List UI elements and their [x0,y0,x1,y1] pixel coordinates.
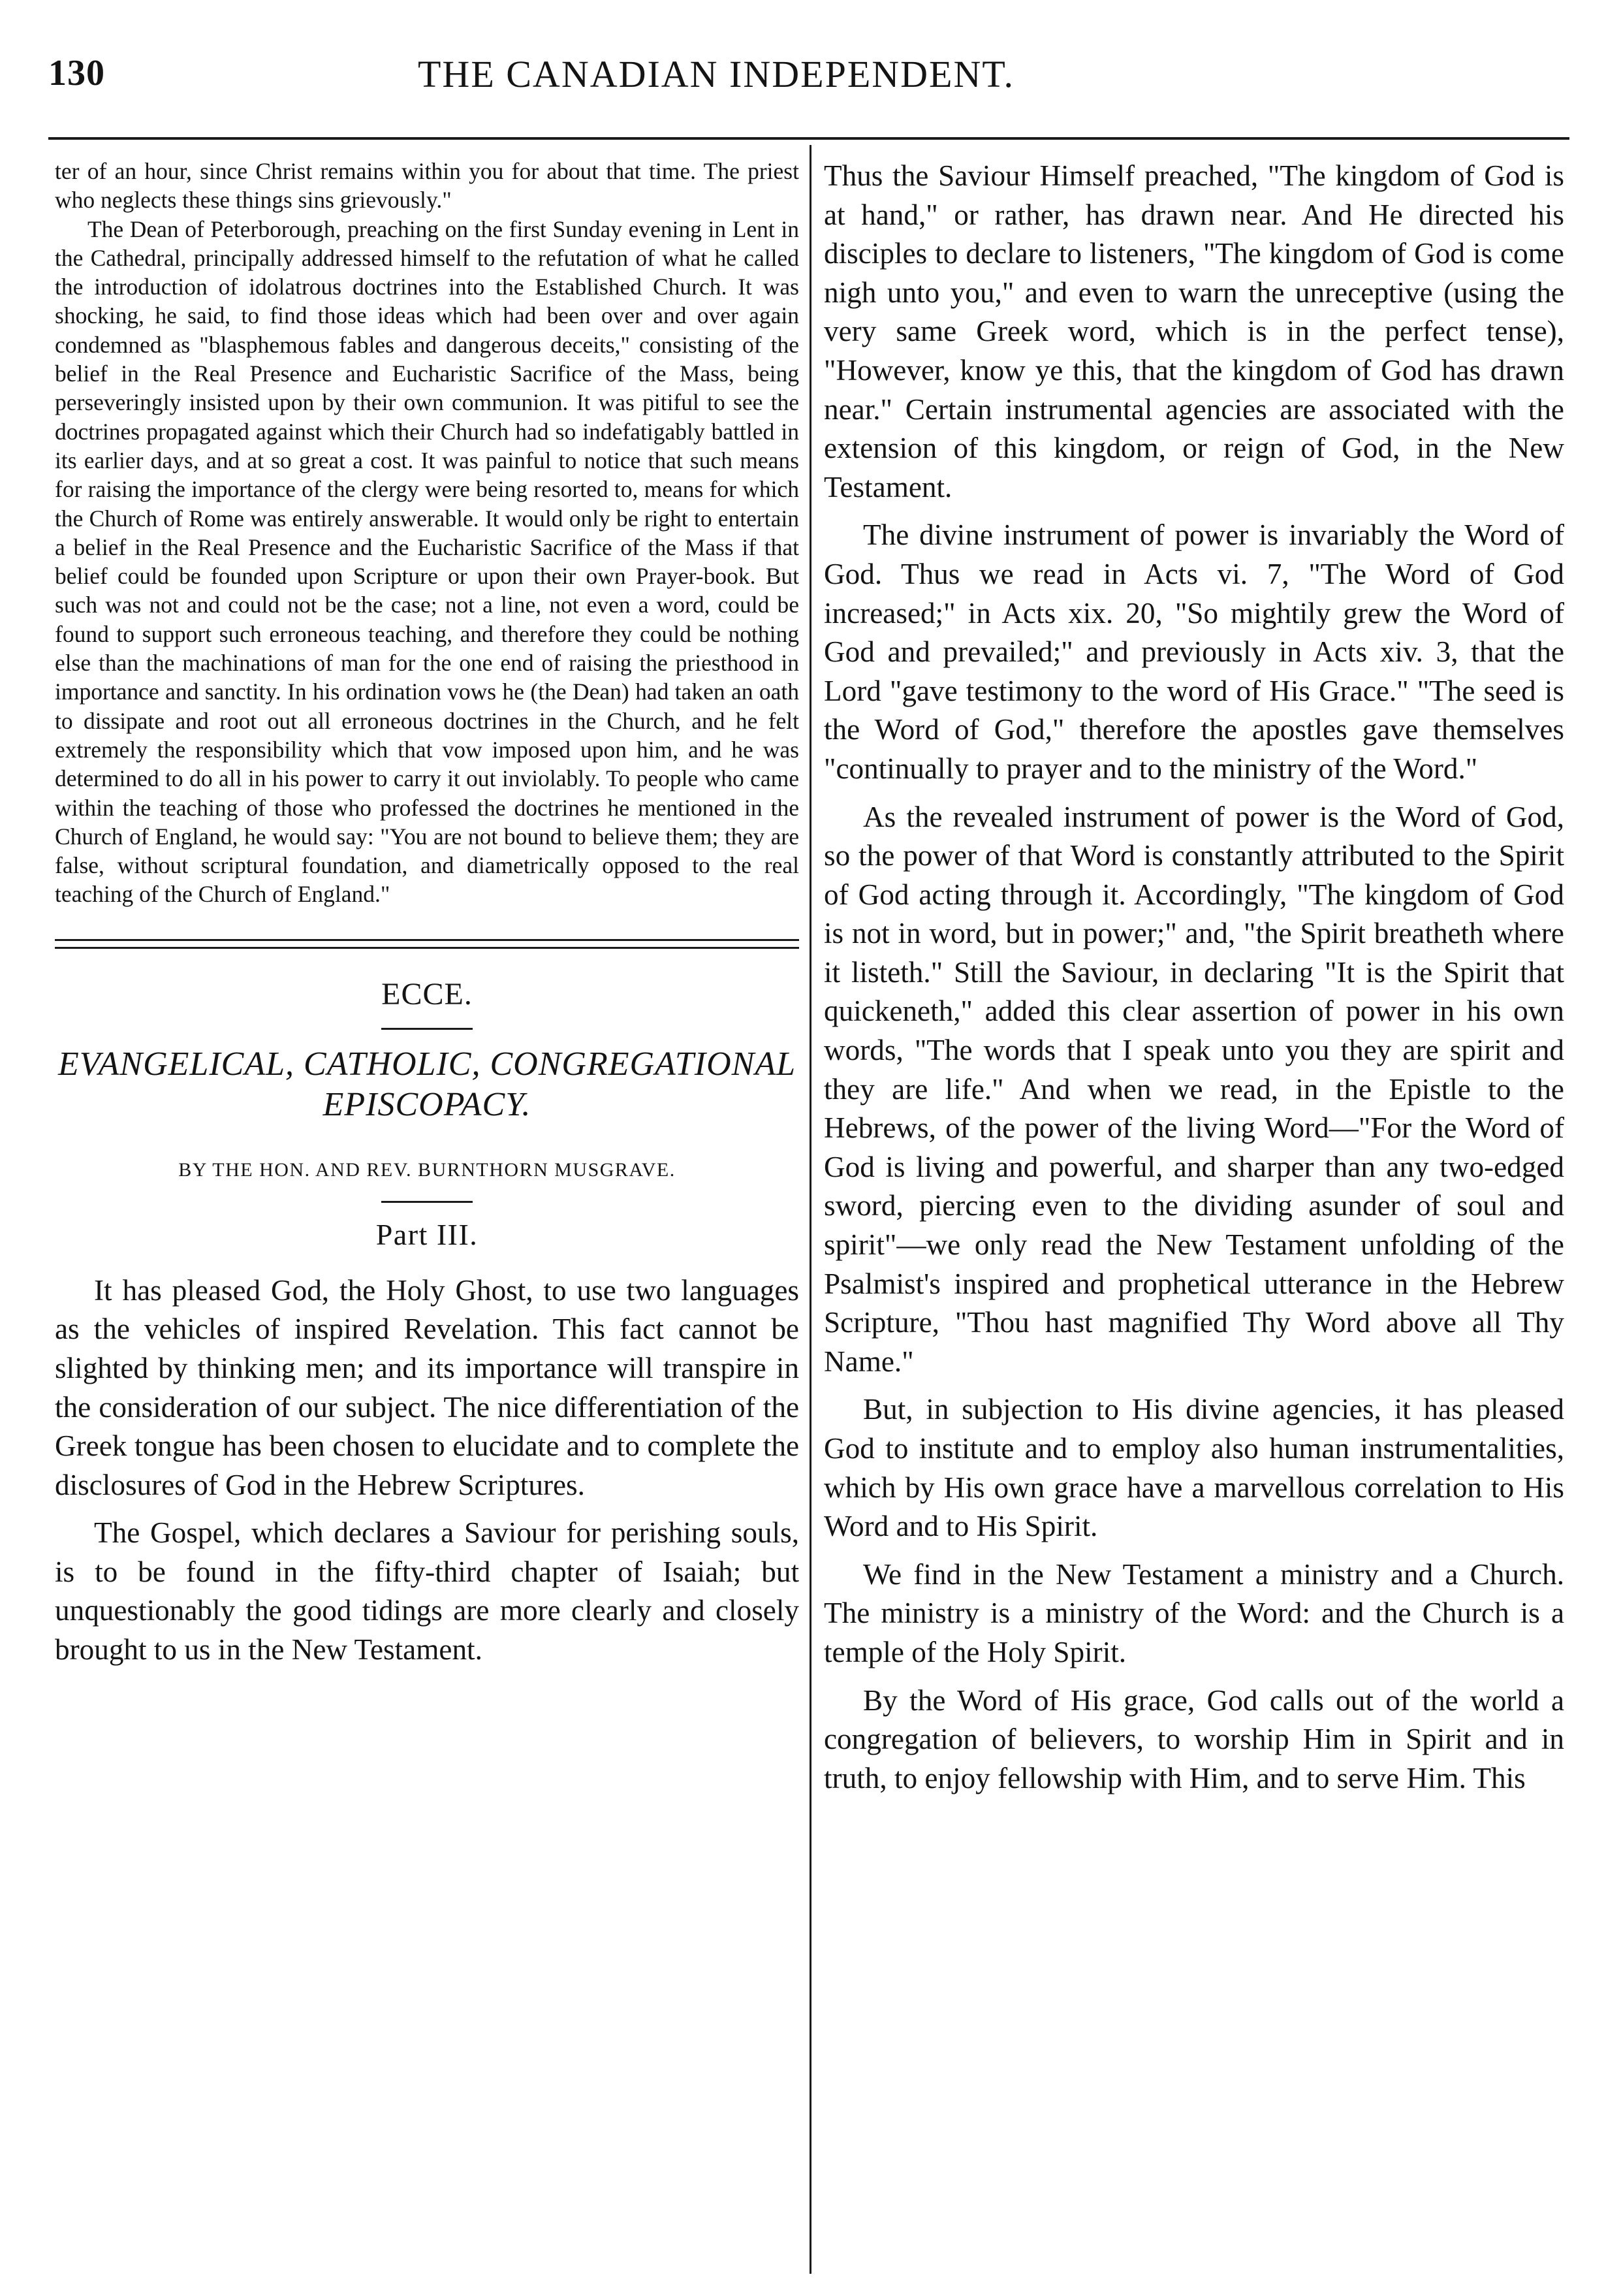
paragraph: We find in the New Testament a ministry and a Church. The ministry is a ministry of the Word: and the Church is a temple of the Holy Spirit. [824,1557,1564,1668]
article-title: EVANGELICAL, CATHOLIC, CONGREGATIONAL EPISCOPACY. [57,1045,796,1123]
paragraph: Thus the Saviour Himself preached, "The kingdom of God is at hand," or rather, has drawn near. And He directed his disciples to declare to listeners, "The kingdom of God is come nigh unto you," and even to warn the unreceptive (using the very same Greek word, which is in the perfect tense), "However, know ye this, that the kingdom of God has drawn near." Certain instrumental agencies are associated with the extension of this kingdom, or reign of God, in the New Testament. [824,159,1564,503]
header-rule [48,137,1569,140]
byline: BY THE HON. AND REV. BURNTHORN MUSGRAVE. [178,1158,676,1181]
continued-article [55,157,799,909]
paragraph: By the Word of His grace, God calls out of the world a congregation of believers, to worship Him in Spirit and in truth, to enjoy fellowship with Him, and to serve Him. This [824,1683,1564,1794]
article-body [55,1271,799,1670]
short-rule [381,1028,473,1030]
section-title: ECCE. [381,976,473,1012]
paragraph: But, in subjection to His divine agencies, it has pleased God to institute and to employ also human instrumentalities, which by His own grace have a marvellous correlation to His Word and to His Spirit. [824,1393,1564,1543]
right-column [824,157,1564,1807]
paragraph: The divine instrument of power is invariably the Word of God. Thus we read in Acts vi. 7, "The Word of God increased;" in Acts xix. 20, "So mightily grew the Word of God and prevailed;" and previously in Acts xiv. 3, that the Lord "gave testimony to the word of His Grace." "The seed is the Word of God," therefore the apostles gave themselves "continually to prayer and to the ministry of the Word." [824,518,1564,785]
paragraph: As the revealed instrument of power is the Word of God, so the power of that Word is constantly attributed to the Spirit of God acting through it. Accordingly, "The kingdom of God is not in word, but in power;" and, "the Spirit breatheth where it listeth." Still the Saviour, in declaring "It is the Spirit that quickeneth," added this clear assertion of power in his own words, "The words that I speak unto you they are spirit and they are life." And when we read, in the Epistle to the Hebrews, of the power of the living Word—"For the Word of God is living and powerful, and sharper than any two-edged sword, piercing even to the dividing asunder of soul and spirit"—we only read the New Testament unfolding of the Psalmist's inspired and prophetical utterance in the Hebrew Scripture, "Thou hast magnified Thy Word above all Thy Name." [824,800,1564,1378]
paragraph: ter of an hour, since Christ remains within you for about that time. The priest who neglects these things sins grievously." [55,158,799,214]
column-divider [810,145,811,2274]
page-number: 130 [48,53,105,93]
left-column [55,157,799,1679]
paragraph: The Dean of Peterborough, preaching on the first Sunday evening in Lent in the Cathedral, principally addressed himself to the refutation of what he called the introduction of idolatrous doctrines into the Established Church. It was shocking, he said, to find those ideas which had been over and over again condemned as "blasphemous fables and dangerous deceits," consisting of the belief in the Real Presence and Eucharistic Sacrifice of the Mass, being perseveringly insisted upon by their own communion. It was pitiful to see the doctrines propagated against which their Church had so indefatigably battled in its earlier days, and at so great a cost. It was painful to notice that such means for raising the importance of the clergy were being resorted to, means for which the Church of Rome was entirely answerable. It would only be right to entertain a belief in the Real Presence and the Eucharistic Sacrifice of the Mass if that belief could be founded upon Scripture or upon their own Prayer-book. But such was not and could not be the case; not a line, not even a word, could be found to support such erroneous teaching, and therefore they could be nothing else than the machinations of man for the one end of raising the priesthood in importance and sanctity. In his ordination vows he (the Dean) had taken an oath to dissipate and root out all erroneous doctrines in the Church, and he felt extremely the responsibility which that vow imposed upon him, and he was determined to do all in his power to carry it out inviolably. To people who came within the teaching of those who professed the doctrines he mentioned in the Church of England, he would say: "You are not bound to believe them; they are false, without scriptural foundation, and diametrically opposed to the real teaching of the Church of England." [55,215,799,908]
paragraph: The Gospel, which declares a Saviour for perishing souls, is to be found in the fifty-third chapter of Isaiah; but unquestionably the good tidings are more clearly and closely brought to us in the New Testament. [55,1516,799,1666]
section-divider [55,939,799,949]
short-rule [381,1201,473,1203]
journal-title: THE CANADIAN INDEPENDENT. [418,53,1015,95]
paragraph: It has pleased God, the Holy Ghost, to use two languages as the vehicles of inspired Revelation. This fact cannot be slighted by thinking men; and its importance will transpire in the consideration of our subject. The nice differentiation of the Greek tongue has been chosen to elucidate and to complete the disclosures of God in the Hebrew Scriptures. [55,1273,799,1501]
part-title: Part III. [375,1217,479,1251]
